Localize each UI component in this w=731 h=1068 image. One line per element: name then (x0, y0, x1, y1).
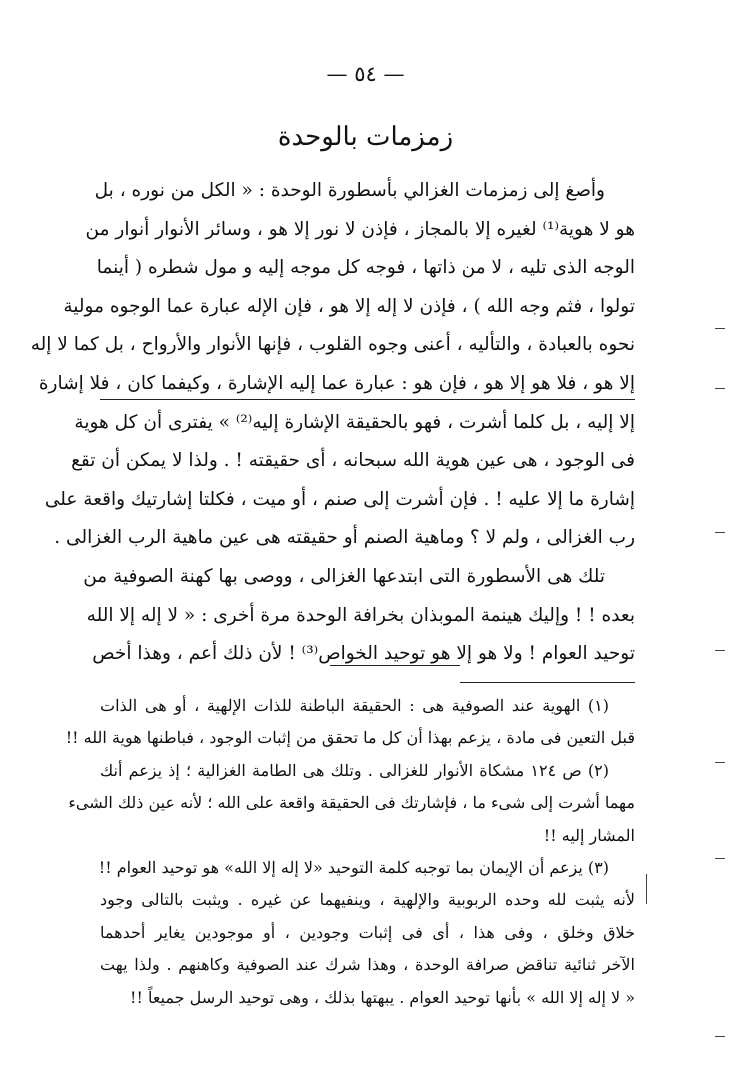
margin-bar (646, 874, 647, 904)
footnote-line: قبل التعين فى مادة ، يزعم بهذا أن كل ما تحقق من إثبات الوجود ، فباطنها هوية الله !! (65, 728, 635, 748)
text-line: بعده ! ! وإليك هينمة الموبذان بخرافة الوحدة مرة أخرى : « لا إله إلا الله (86, 604, 635, 626)
footnote-line: الآخر ثنائية تناقض صرافة الوحدة ، وهذا شرك عند الصوفية وكاهنهم . ولذا يهت (100, 955, 635, 975)
pen-underline (100, 399, 635, 400)
main-text (30, 172, 635, 674)
text-line: تولوا ، فثم وجه الله ) ، فإذن لا إله إلا هو ، فإن الإله عبارة عما الوجوه مولية (63, 295, 635, 317)
section-title: زمزمات بالوحدة (277, 122, 454, 152)
footnote-line: (٢) ص ١٢٤ مشكاة الأنوار للغزالى . وتلك هى الطامة الغزالية ؛ إذ يزعم أنك (100, 760, 610, 780)
text-line: الوجه الذى تليه ، لا من ذاتها ، فوجه كل موجه إليه و مول شطره ( أينما (96, 257, 635, 279)
margin-mark (715, 650, 725, 651)
pen-underline (330, 665, 460, 666)
footnote-line: لأنه يثبت لله وحده الربوبية والإلهية ، وينفيهما عن غيره . ويثبت بالتالى وجود (100, 890, 636, 910)
margin-mark (715, 858, 725, 859)
text-line: إلا إليه ، بل كلما أشرت ، فهو بالحقيقة الإشارة إليه⁽²⁾ » يفترى أن كل هوية (74, 411, 635, 433)
text-line: إلا هو ، فلا هو إلا هو ، فإن هو : عبارة عما إليه الإشارة ، وكيفما كان ، فلا إشارة (38, 372, 635, 394)
text-line: رب الغزالى ، ولم لا ؟ وماهية الصنم أو حقيقته هى عين ماهية الرب الغزالى . (54, 527, 635, 549)
footnotes (65, 690, 636, 1014)
footnote-line: المشار إليه !! (543, 825, 635, 845)
text-line: هو لا هوية⁽¹⁾ لغيره إلا بالمجاز ، فإذن لا نور إلا هو ، وسائر الأنوار أنوار من (85, 218, 635, 240)
margin-mark (715, 762, 725, 763)
margin-mark (715, 328, 725, 329)
text-line: فى الوجود ، هى عين هوية الله سبحانه ، أى حقيقته ! . ولذا لا يمكن أن تقع (71, 450, 635, 472)
footnote-line: « لا إله إلا الله » بأنها توحيد العوام . يبهتها بذلك ، وهى توحيد الرسل جميعاً !! (130, 987, 635, 1007)
text-line: نحوه بالعبادة ، والتأليه ، أعنى وجوه القلوب ، فإنها الأنوار والأرواح ، بل كما لا إله (30, 334, 635, 356)
footnote-line: خلاق وخلق ، وفى هذا ، أى فى إثبات وجودين ، أو موجودين يغاير أحدهما (100, 922, 635, 942)
margin-mark (715, 388, 725, 389)
text-line: وأصغ إلى زمزمات الغزالي بأسطورة الوحدة : « الكل من نوره ، بل (94, 180, 605, 201)
text-line: إشارة ما إلا عليه ! . فإن أشرت إلى صنم ، أو ميت ، فكلتا إشارتيك واقعة على (44, 488, 635, 510)
page-number: — ٥٤ — (326, 62, 405, 86)
text-line: توحيد العوام ! ولا هو إلا هو توحيد الخواص⁽³⁾ ! لأن ذلك أعم ، وهذا أخص (92, 643, 635, 665)
footnote-line: مهما أشرت إلى شىء ما ، فإشارتك فى الحقيقة واقعة على الله ؛ لأنه عين ذلك الشىء (68, 793, 635, 813)
footnote-separator (460, 682, 635, 683)
footnote-line: (١) الهوية عند الصوفية هى : الحقيقة الباطنة للذات الإلهية ، أو هى الذات (100, 696, 609, 715)
text-line: تلك هى الأسطورة التى ابتدعها الغزالى ، ووصى بها كهنة الصوفية من (83, 565, 605, 587)
footnote-line: (٣) يزعم أن الإيمان بما توجبه كلمة التوحيد «لا إله إلا الله» هو توحيد العوام !! (98, 857, 609, 877)
margin-mark (715, 532, 725, 533)
margin-mark (715, 1036, 725, 1037)
